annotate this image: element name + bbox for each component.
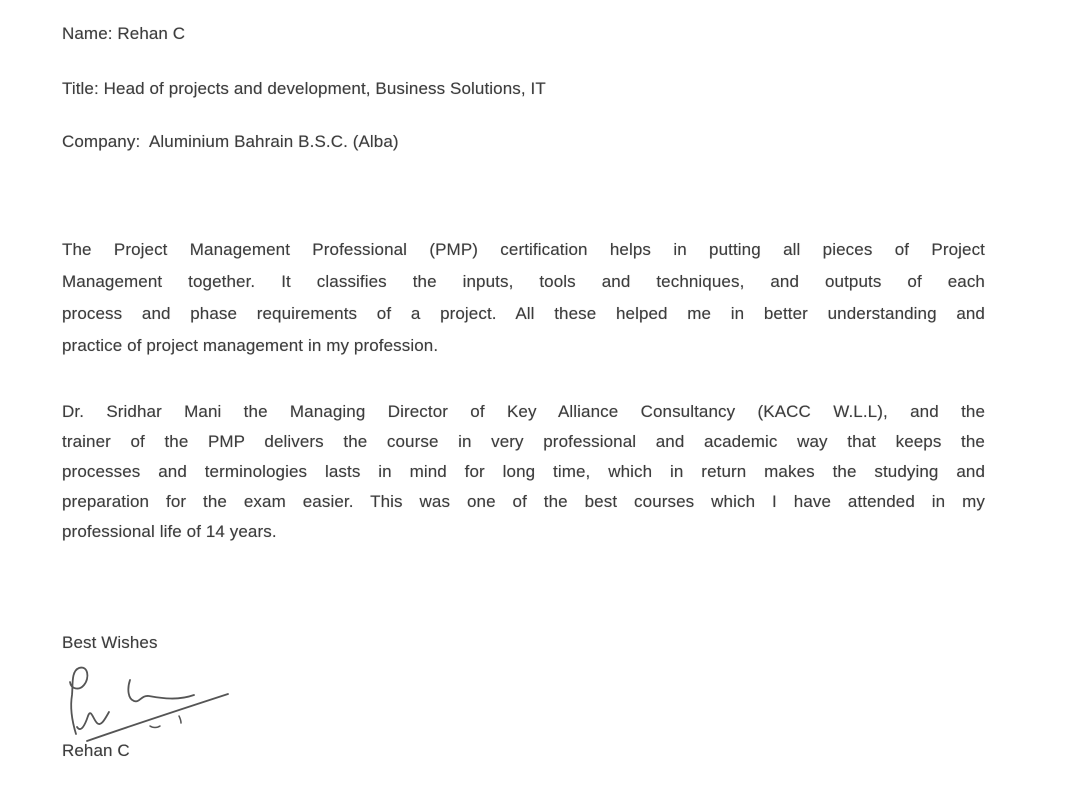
paragraph-line: processes and terminologies lasts in mind for long time, which in return makes the studying and bbox=[62, 462, 985, 481]
testimonial-paragraph-1 bbox=[62, 234, 985, 362]
signature-wave-stroke bbox=[128, 680, 194, 701]
paragraph-line: process and phase requirements of a project. All these helped me in better understanding and bbox=[62, 304, 985, 323]
paragraph-line: The Project Management Professional (PMP) certification helps in putting all pieces of Project bbox=[62, 240, 985, 259]
header-title-line: Title: Head of projects and development, Business Solutions, IT bbox=[62, 79, 546, 98]
testimonial-paragraph-2 bbox=[62, 397, 985, 547]
header-name-line: Name: Rehan C bbox=[62, 24, 186, 43]
paragraph-line: practice of project management in my profession. bbox=[62, 336, 439, 355]
header-company-line: Company: Aluminium Bahrain B.S.C. (Alba) bbox=[62, 132, 399, 151]
signer-name: Rehan C bbox=[62, 741, 130, 760]
paragraph-line: preparation for the exam easier. This was one of the best courses which I have attended in my bbox=[62, 492, 985, 511]
paragraph-line: Management together. It classifies the inputs, tools and techniques, and outputs of each bbox=[62, 272, 985, 291]
signature-tick-stroke bbox=[179, 716, 181, 723]
closing-salutation: Best Wishes bbox=[62, 633, 158, 652]
paragraph-line: trainer of the PMP delivers the course in very professional and academic way that keeps the bbox=[62, 432, 985, 451]
signature-underline-stroke bbox=[87, 694, 228, 741]
handwritten-signature-icon bbox=[58, 663, 238, 748]
signature-dash-stroke bbox=[150, 726, 160, 728]
paragraph-line: professional life of 14 years. bbox=[62, 522, 277, 541]
paragraph-line: Dr. Sridhar Mani the Managing Director of Key Alliance Consultancy (KACC W.L.L), and the bbox=[62, 402, 985, 421]
signature-zigzag-stroke bbox=[77, 712, 109, 729]
